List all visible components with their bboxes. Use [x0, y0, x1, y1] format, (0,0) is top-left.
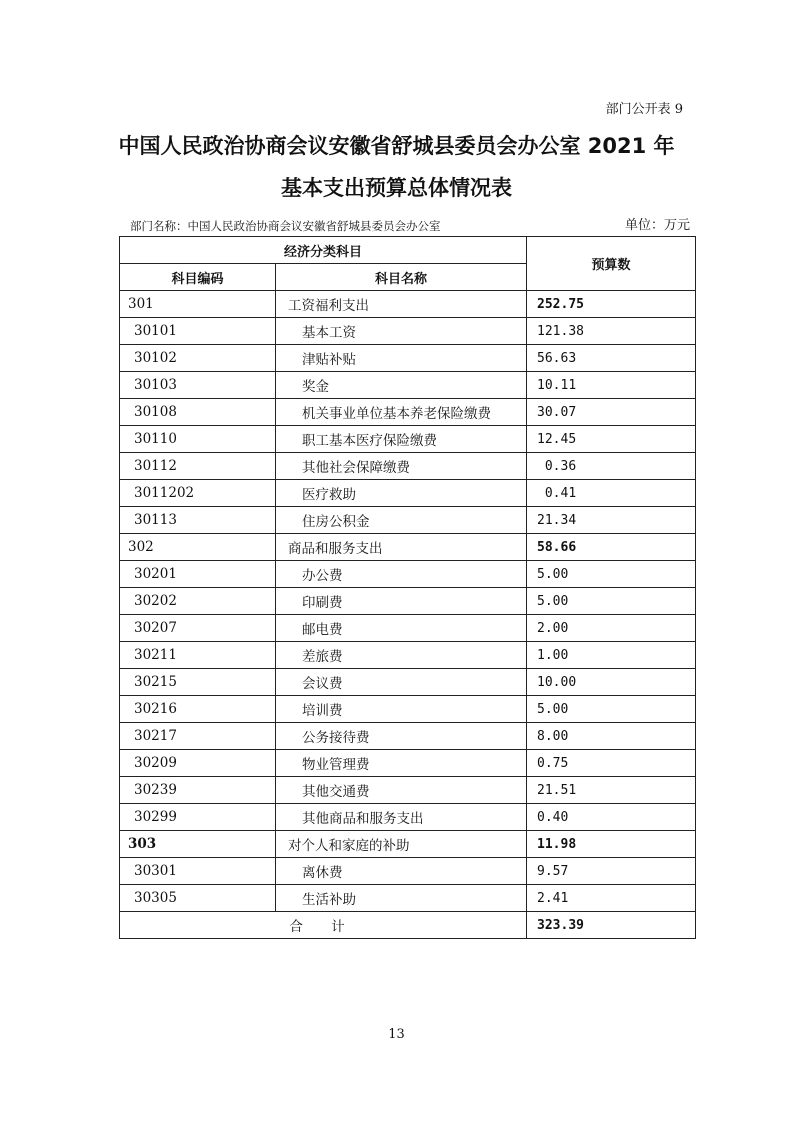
row-amount: 8.00	[527, 723, 696, 750]
row-code: 30102	[120, 345, 276, 372]
row-amount: 0.40	[527, 804, 696, 831]
table-row	[120, 669, 696, 696]
row-amount: 9.57	[527, 858, 696, 885]
row-amount: 30.07	[527, 399, 696, 426]
row-code: 30216	[120, 696, 276, 723]
table-row	[120, 588, 696, 615]
row-code: 30301	[120, 858, 276, 885]
row-amount: 0.75	[527, 750, 696, 777]
row-code: 30299	[120, 804, 276, 831]
row-amount: 12.45	[527, 426, 696, 453]
table-body	[120, 291, 696, 912]
row-name: 印刷费	[276, 588, 527, 615]
row-name: 工资福利支出	[276, 291, 527, 318]
row-code: 30217	[120, 723, 276, 750]
row-name: 对个人和家庭的补助	[276, 831, 527, 858]
row-name: 办公费	[276, 561, 527, 588]
row-amount: 10.00	[527, 669, 696, 696]
row-name: 会议费	[276, 669, 527, 696]
row-name: 生活补助	[276, 885, 527, 912]
table-row	[120, 345, 696, 372]
row-amount: 58.66	[527, 534, 696, 561]
row-name: 商品和服务支出	[276, 534, 527, 561]
row-code: 30215	[120, 669, 276, 696]
unit-label: 单位：万元	[624, 218, 690, 233]
row-code: 30110	[120, 426, 276, 453]
row-amount: 0.41	[527, 480, 696, 507]
table-row	[120, 534, 696, 561]
header-subject-code: 科目编码	[120, 264, 276, 291]
row-code: 301	[120, 291, 276, 318]
table-row	[120, 561, 696, 588]
table-row	[120, 480, 696, 507]
total-amount: 323.39	[527, 912, 696, 939]
table-row	[120, 750, 696, 777]
page-label: 部门公开表 9	[605, 102, 683, 117]
row-amount: 11.98	[527, 831, 696, 858]
row-code: 30211	[120, 642, 276, 669]
row-name: 公务接待费	[276, 723, 527, 750]
row-code: 30202	[120, 588, 276, 615]
row-amount: 1.00	[527, 642, 696, 669]
row-code: 30305	[120, 885, 276, 912]
header-budget-amount: 预算数	[527, 237, 696, 291]
table-row	[120, 642, 696, 669]
row-code: 30103	[120, 372, 276, 399]
row-code: 30101	[120, 318, 276, 345]
row-name: 培训费	[276, 696, 527, 723]
row-code: 30239	[120, 777, 276, 804]
row-amount: 2.41	[527, 885, 696, 912]
row-name: 物业管理费	[276, 750, 527, 777]
row-name: 职工基本医疗保险缴费	[276, 426, 527, 453]
table-row	[120, 507, 696, 534]
row-amount: 21.51	[527, 777, 696, 804]
row-code: 30209	[120, 750, 276, 777]
table-row	[120, 885, 696, 912]
row-code: 30113	[120, 507, 276, 534]
row-name: 邮电费	[276, 615, 527, 642]
table-row	[120, 291, 696, 318]
table-row	[120, 615, 696, 642]
row-code: 303	[120, 831, 276, 858]
row-amount: 0.36	[527, 453, 696, 480]
table-row	[120, 426, 696, 453]
table-row	[120, 318, 696, 345]
total-row	[120, 912, 696, 939]
row-amount: 2.00	[527, 615, 696, 642]
page-title-line1: 中国人民政治协商会议安徽省舒城县委员会办公室 2021 年	[118, 134, 675, 158]
department-name: 部门名称：中国人民政治协商会议安徽省舒城县委员会办公室	[130, 219, 441, 233]
table-row	[120, 372, 696, 399]
row-amount: 56.63	[527, 345, 696, 372]
row-code: 302	[120, 534, 276, 561]
row-amount: 5.00	[527, 588, 696, 615]
row-name: 津贴补贴	[276, 345, 527, 372]
table-row	[120, 453, 696, 480]
row-name: 医疗救助	[276, 480, 527, 507]
row-name: 住房公积金	[276, 507, 527, 534]
total-label: 合 计	[120, 912, 527, 939]
table-row	[120, 858, 696, 885]
page-title-line2: 基本支出预算总体情况表	[281, 176, 512, 200]
row-code: 30108	[120, 399, 276, 426]
row-code: 3011202	[120, 480, 276, 507]
budget-table	[119, 236, 696, 939]
row-amount: 10.11	[527, 372, 696, 399]
row-amount: 252.75	[527, 291, 696, 318]
row-name: 其他商品和服务支出	[276, 804, 527, 831]
row-code: 30201	[120, 561, 276, 588]
row-name: 奖金	[276, 372, 527, 399]
table-row	[120, 723, 696, 750]
row-amount: 5.00	[527, 561, 696, 588]
table-row	[120, 777, 696, 804]
page-number: 13	[388, 1027, 405, 1042]
table-row	[120, 831, 696, 858]
row-code: 30207	[120, 615, 276, 642]
header-subject-name: 科目名称	[276, 264, 527, 291]
row-name: 其他社会保障缴费	[276, 453, 527, 480]
row-amount: 5.00	[527, 696, 696, 723]
table-row	[120, 696, 696, 723]
row-code: 30112	[120, 453, 276, 480]
row-amount: 21.34	[527, 507, 696, 534]
row-name: 差旅费	[276, 642, 527, 669]
header-economic-classification: 经济分类科目	[120, 237, 527, 264]
table-row	[120, 399, 696, 426]
table-row	[120, 804, 696, 831]
row-name: 机关事业单位基本养老保险缴费	[276, 399, 527, 426]
row-name: 基本工资	[276, 318, 527, 345]
row-name: 其他交通费	[276, 777, 527, 804]
row-amount: 121.38	[527, 318, 696, 345]
row-name: 离休费	[276, 858, 527, 885]
